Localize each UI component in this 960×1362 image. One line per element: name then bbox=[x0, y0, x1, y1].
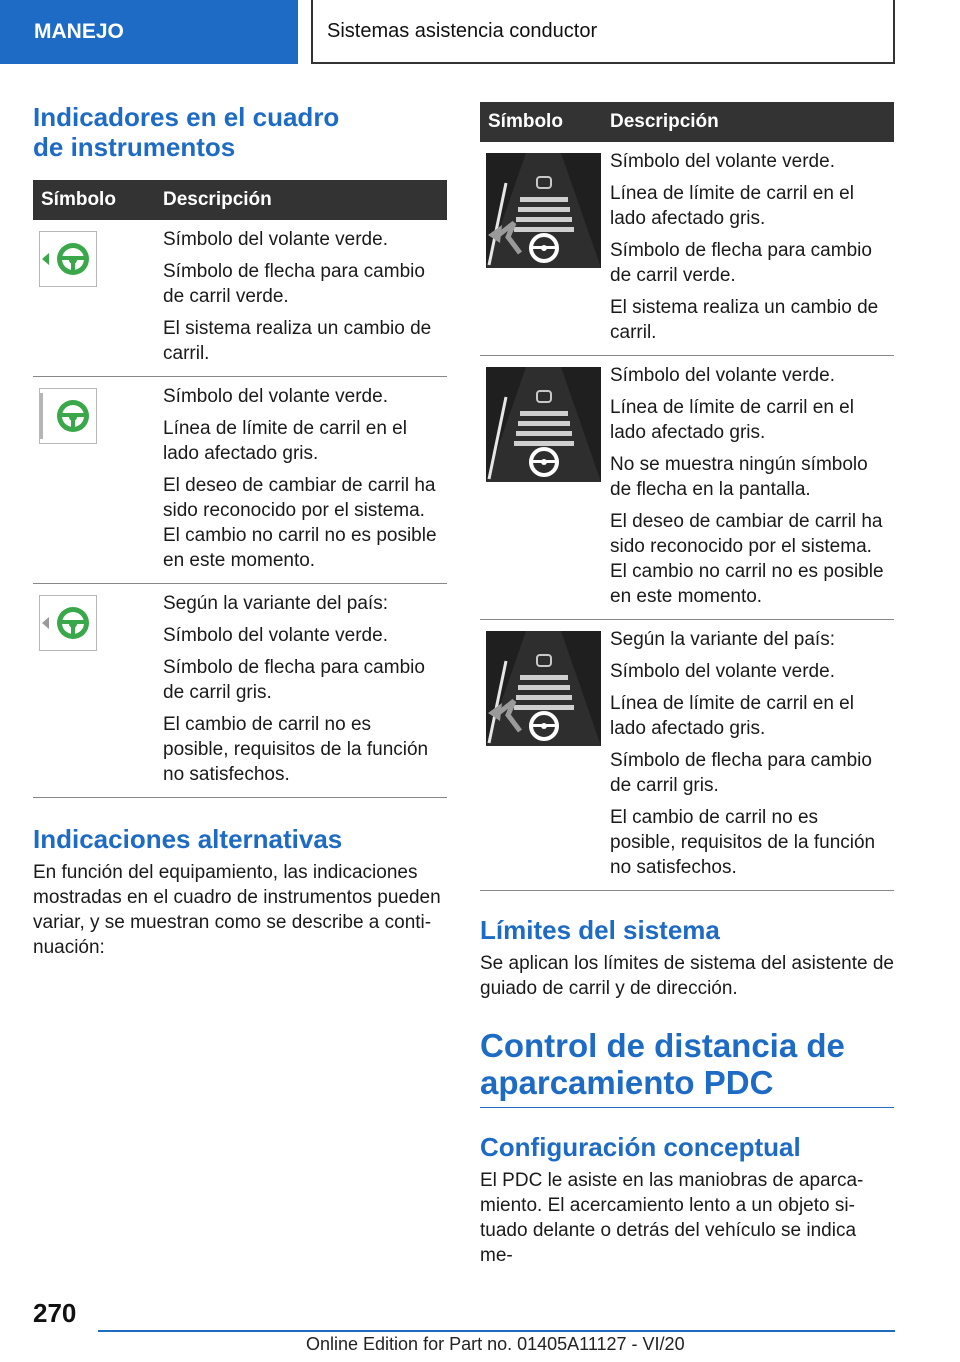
col-description-header: Descripción bbox=[602, 102, 894, 142]
description-line: Símbolo de flecha para cambio de carril verde. bbox=[163, 261, 425, 307]
description-line: Según la variante del país: bbox=[163, 593, 388, 614]
description-line: Línea de límite de carril en el lado afectado gris. bbox=[610, 183, 854, 229]
description-line: No se muestra ningún símbolo de flecha en la pantalla. bbox=[610, 454, 868, 500]
description-line: El sistema realiza un cambio de carril. bbox=[610, 297, 879, 343]
left-column bbox=[33, 102, 447, 960]
alt-text: En función del equipamiento, las indicaciones mostradas en el cuadro de instrumentos pueden variar, y se muestran como se describe a continuación: bbox=[33, 862, 441, 958]
description-line: El cambio de carril no es posible, requisitos de la función no satisfechos. bbox=[163, 714, 429, 785]
chapter-title: Sistemas asistencia conductor bbox=[327, 19, 598, 42]
col-symbol-header: Símbolo bbox=[480, 102, 602, 142]
description-line: Línea de límite de carril en el lado afectado gris. bbox=[163, 418, 407, 464]
description-line: Símbolo del volante verde. bbox=[163, 229, 388, 250]
symbol-cell bbox=[33, 584, 155, 798]
right-column bbox=[480, 102, 894, 1268]
limits-heading: Límites del sistema bbox=[480, 915, 720, 945]
description-line: Línea de límite de carril en el lado afectado gris. bbox=[610, 693, 854, 739]
display-indicator-table bbox=[480, 102, 894, 891]
col-description-header: Descripción bbox=[155, 180, 447, 220]
page-number: 270 bbox=[33, 1298, 77, 1328]
lane-change-display-no-arrow-icon bbox=[486, 367, 601, 482]
limits-text: Se aplican los límites de sistema del asistente de guiado de carril y de dirección. bbox=[480, 953, 894, 999]
symbol-cell bbox=[480, 142, 602, 356]
instrument-heading bbox=[33, 102, 447, 162]
col-symbol-header: Símbolo bbox=[33, 180, 155, 220]
table-row bbox=[33, 584, 447, 798]
indicator-table bbox=[33, 180, 447, 798]
lane-line-gray bbox=[40, 393, 43, 439]
instrument-heading-line2: de instrumentos bbox=[33, 132, 236, 162]
description-line: Símbolo del volante verde. bbox=[163, 625, 388, 646]
symbol-cell bbox=[33, 220, 155, 377]
concept-text: El PDC le asiste en las maniobras de aparcamiento. El acercamiento lento a un objeto situado delante o detrás del vehículo se indica me- bbox=[480, 1170, 864, 1266]
steering-wheel-green-arrow-icon bbox=[39, 231, 97, 287]
section-tab bbox=[0, 0, 298, 64]
steering-wheel-grey-arrow-icon bbox=[39, 595, 97, 651]
description-line: Símbolo de flecha para cambio de carril verde. bbox=[610, 240, 872, 286]
table-row bbox=[480, 620, 894, 891]
symbol-cell bbox=[480, 620, 602, 891]
chapter-title-box bbox=[311, 0, 895, 64]
description-line: Símbolo de flecha para cambio de carril gris. bbox=[163, 657, 425, 703]
description-cell bbox=[602, 142, 894, 356]
symbol-cell bbox=[33, 377, 155, 584]
description-line: Símbolo del volante verde. bbox=[610, 365, 835, 386]
description-cell bbox=[155, 584, 447, 798]
description-line: El deseo de cambiar de carril ha sido reconocido por el sistema. El cambio no carril no es posible en este momento. bbox=[610, 511, 884, 607]
chapter-heading-line2: aparcamiento PDC bbox=[480, 1064, 774, 1101]
description-cell bbox=[155, 220, 447, 377]
description-line: Símbolo de flecha para cambio de carril gris. bbox=[610, 750, 872, 796]
description-line: Según la variante del país: bbox=[610, 629, 835, 650]
lane-change-display-grey-arrow-icon bbox=[486, 631, 601, 746]
description-line: El cambio de carril no es posible, requisitos de la función no satisfechos. bbox=[610, 807, 876, 878]
description-cell bbox=[602, 620, 894, 891]
concept-heading: Configuración conceptual bbox=[480, 1132, 801, 1162]
table-row bbox=[480, 356, 894, 620]
description-cell bbox=[602, 356, 894, 620]
chapter-heading bbox=[480, 1027, 894, 1108]
description-cell bbox=[155, 377, 447, 584]
description-line: Línea de límite de carril en el lado afectado gris. bbox=[610, 397, 854, 443]
description-line: El deseo de cambiar de carril ha sido reconocido por el sistema. El cambio no carril no es posible en este momento. bbox=[163, 475, 437, 571]
edition-note: Online Edition for Part no. 01405A11127 - VI/20 bbox=[306, 1334, 685, 1354]
description-line: El sistema realiza un cambio de carril. bbox=[163, 318, 432, 364]
description-line: Símbolo del volante verde. bbox=[163, 386, 388, 407]
lane-change-display-arrow-icon bbox=[486, 153, 601, 268]
instrument-heading-line1: Indicadores en el cuadro bbox=[33, 102, 340, 132]
section-label: MANEJO bbox=[34, 20, 124, 43]
chapter-heading-line1: Control de distancia de bbox=[480, 1027, 845, 1064]
description-line: Símbolo del volante verde. bbox=[610, 661, 835, 682]
description-line: Símbolo del volante verde. bbox=[610, 151, 835, 172]
table-row bbox=[33, 377, 447, 584]
table-row bbox=[33, 220, 447, 377]
footer-divider bbox=[98, 1330, 895, 1332]
table-row bbox=[480, 142, 894, 356]
symbol-cell bbox=[480, 356, 602, 620]
steering-wheel-green-lane-line-icon bbox=[39, 388, 97, 444]
alt-heading: Indicaciones alternativas bbox=[33, 824, 343, 854]
